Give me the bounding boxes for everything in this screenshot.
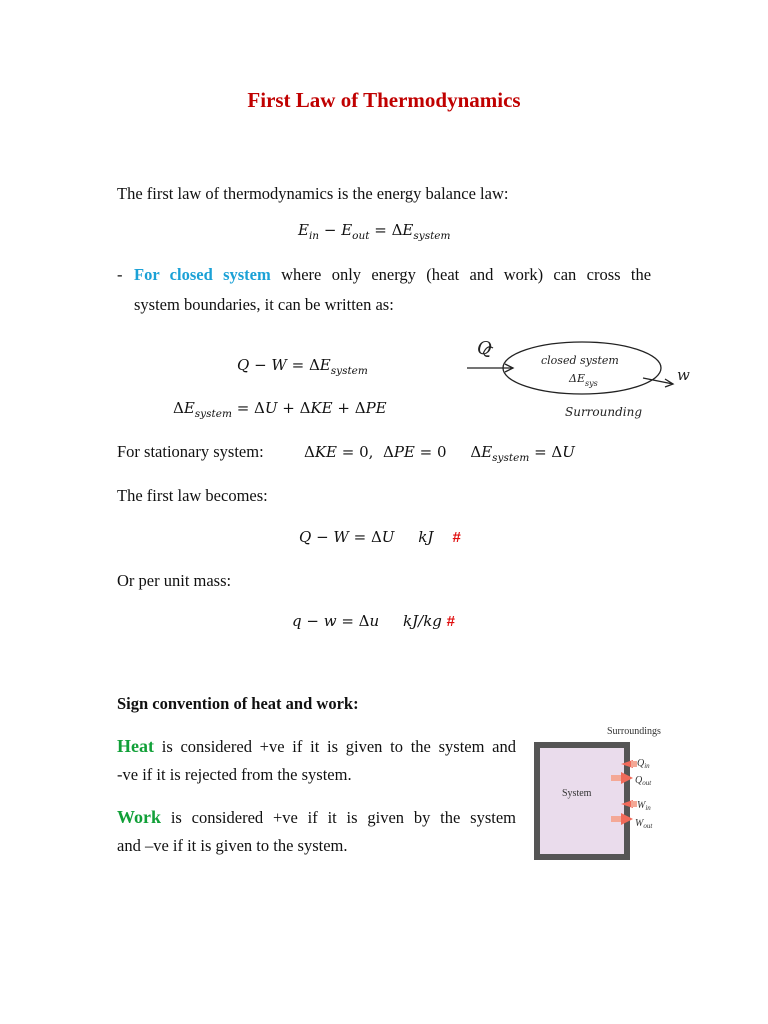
figure-system-box: [540, 748, 624, 854]
sketch-inner-sub: sys: [585, 379, 598, 388]
hash-mark-1: #: [452, 529, 461, 546]
heat-text-1: is considered +ve if it is given to the system and: [161, 737, 517, 756]
unit-kjkg: kJ/kg: [403, 612, 442, 630]
work-text-1: is considered +ve if it is given by the system: [170, 808, 516, 827]
closed-system-label: For closed system: [134, 265, 271, 284]
bullet-dash: -: [117, 265, 123, 284]
closed-system-text-1: where only energy (heat and work) can cross the: [281, 265, 652, 284]
sketch-inner-2: ΔE: [569, 372, 585, 385]
closed-system-sketch: [455, 330, 715, 430]
q-out-sub: out: [642, 779, 652, 787]
svg-text:Win: [637, 800, 651, 812]
w-out-label: W: [635, 818, 644, 829]
stationary-label: For stationary system:: [117, 442, 264, 461]
closed-system-line-2: system boundaries, it can be written as:: [134, 295, 394, 314]
q-out-label: Q: [635, 775, 643, 786]
stationary-equations: ΔKE = 0, ΔPE = 0 $\Delta E_{system} = \Delta U$: [304, 443, 575, 464]
heat-line-2: -ve if it is rejected from the system.: [117, 765, 352, 784]
svg-text:Wout: [635, 818, 653, 830]
first-law-becomes: The first law becomes:: [117, 486, 268, 505]
figure-system-label: System: [562, 788, 592, 799]
svg-text:Qout: [635, 775, 652, 787]
delta-e-system-equation: $\Delta E_{system} = \Delta U + \Delta KE + \Delta PE$: [173, 399, 387, 420]
closed-system-equation: $Q - W = \Delta E_{system}$: [237, 356, 368, 377]
energy-balance-equation: $E_{in} - E_{out} = \Delta E_{system}$: [298, 221, 451, 242]
unit-kj: kJ: [418, 528, 434, 546]
sketch-surrounding-label: Surrounding: [565, 405, 643, 419]
figure-surroundings-label: Surroundings: [607, 726, 661, 737]
sign-convention-heading: Sign convention of heat and work:: [117, 694, 359, 713]
sketch-inner-1: closed system: [541, 354, 619, 367]
per-unit-mass: Or per unit mass:: [117, 571, 232, 590]
work-label: Work: [117, 807, 162, 827]
sign-convention-figure: [525, 720, 675, 870]
sketch-q-label: Q: [477, 338, 492, 359]
heat-line-1: [117, 735, 516, 758]
work-line-1: [117, 806, 516, 829]
work-line-2: and –ve if it is given to the system.: [117, 836, 348, 855]
w-out-sub: out: [643, 822, 653, 830]
w-in-label: W: [637, 800, 646, 811]
q-in-sub: in: [644, 762, 650, 770]
svg-text:Qin: [637, 758, 650, 770]
q-in-label: Q: [637, 758, 645, 769]
closed-system-line-1: [134, 264, 651, 286]
per-unit-mass-equation: q − w = Δu kJ/kg #: [292, 612, 456, 630]
heat-label: Heat: [117, 736, 154, 756]
first-law-equation: Q − W = ΔU kJ #: [299, 528, 461, 546]
hash-mark-2: #: [446, 613, 456, 630]
page-title: First Law of Thermodynamics: [247, 88, 521, 112]
sketch-w-label: w: [677, 366, 690, 384]
intro-text: The first law of thermodynamics is the energy balance law:: [117, 184, 509, 203]
w-in-sub: in: [645, 804, 651, 812]
